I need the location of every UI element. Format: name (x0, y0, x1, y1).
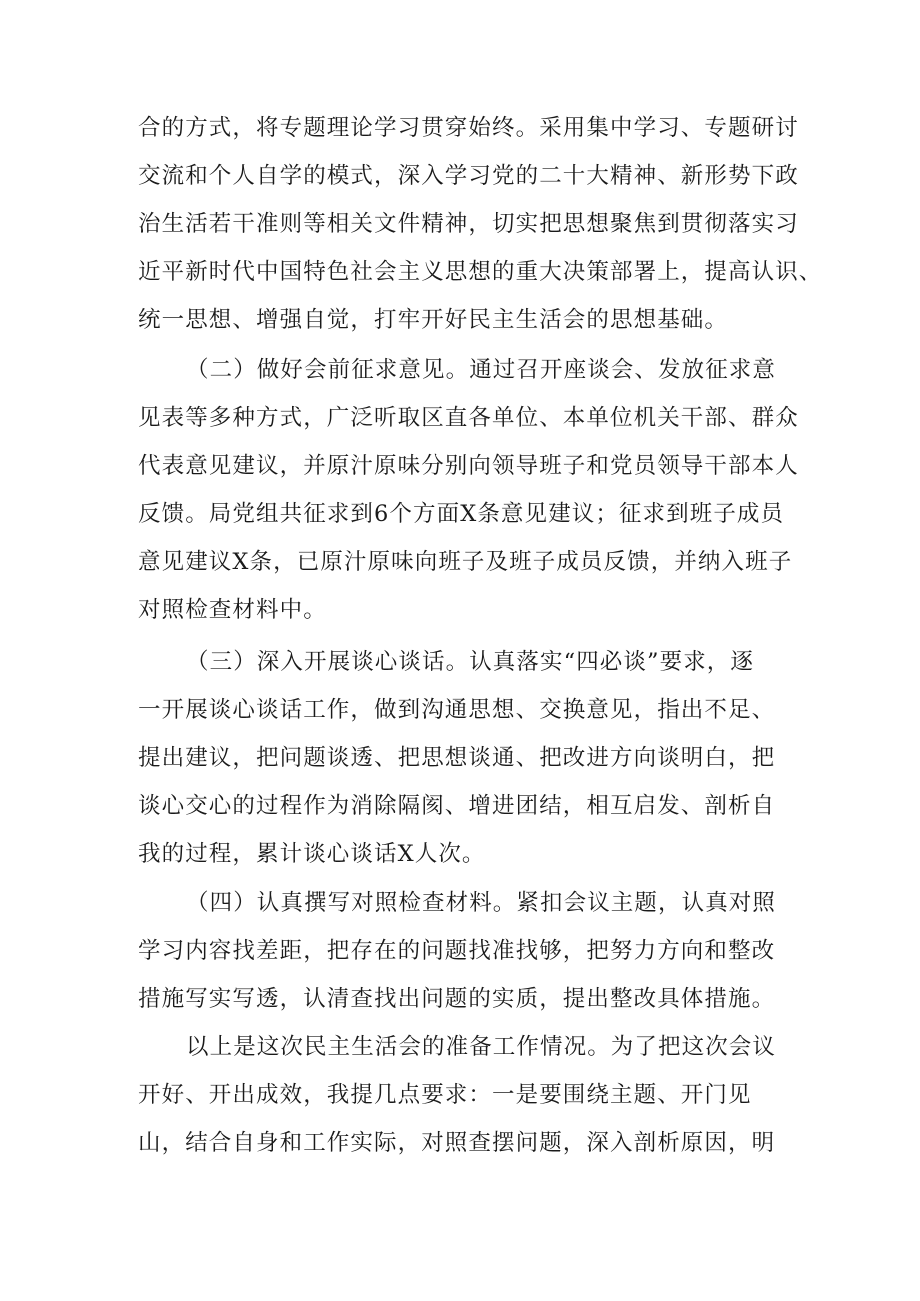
text-line: 治生活若干准则等相关文件精神，切实把思想聚焦到贯彻落实习 (138, 211, 799, 237)
text-line: 近平新时代中国特色社会主义思想的重大决策部署上，提高认识、 (138, 259, 823, 285)
text-line: 交流和个人自学的模式，深入学习党的二十大精神、新形势下政 (138, 163, 799, 189)
text-line: 措施写实写透，认清查找出问题的实质，提出整改具体措施。 (138, 986, 776, 1012)
text-line: 统一思想、增强自觉，打牢开好民主生活会的思想基础。 (138, 307, 729, 333)
text-line: 代表意见建议，并原汁原味分别向领导班子和党员领导干部本人 (138, 453, 799, 479)
text-line: 开好、开出成效，我提几点要求：一是要围绕主题、开门见 (138, 1082, 752, 1108)
text-line: （四）认真撰写对照检查材料。紧扣会议主题，认真对照 (186, 890, 777, 916)
text-line: 一开展谈心谈话工作，做到沟通思想、交换意见，指出不足、 (138, 697, 776, 723)
text-line: 对照检查材料中。 (138, 597, 327, 623)
text-line: 以上是这次民主生活会的准备工作情况。为了把这次会议 (186, 1034, 777, 1060)
text-line: 见表等多种方式，广泛听取区直各单位、本单位机关干部、群众 (138, 405, 799, 431)
text-line: （二）做好会前征求意见。通过召开座谈会、发放征求意 (186, 357, 777, 383)
text-line: 合的方式，将专题理论学习贯穿始终。采用集中学习、专题研讨 (138, 115, 799, 141)
text-line: 山，结合自身和工作实际，对照查摆问题，深入剖析原因，明 (138, 1130, 776, 1156)
text-line: 学习内容找差距，把存在的问题找准找够，把努力方向和整改 (138, 938, 776, 964)
text-line: 谈心交心的过程作为消除隔阂、增进团结，相互启发、剖析自 (138, 793, 776, 819)
text-line: 意见建议X条，已原汁原味向班子及班子成员反馈，并纳入班子 (138, 549, 793, 575)
text-line: 提出建议，把问题谈透、把思想谈通、把改进方向谈明白，把 (138, 745, 776, 771)
text-line: 反馈。局党组共征求到6个方面X条意见建议；征求到班子成员 (138, 501, 785, 527)
text-line: 我的过程，累计谈心谈话X人次。 (138, 841, 486, 867)
text-line: （三）深入开展谈心谈话。认真落实“四必谈”要求，逐 (186, 649, 755, 675)
